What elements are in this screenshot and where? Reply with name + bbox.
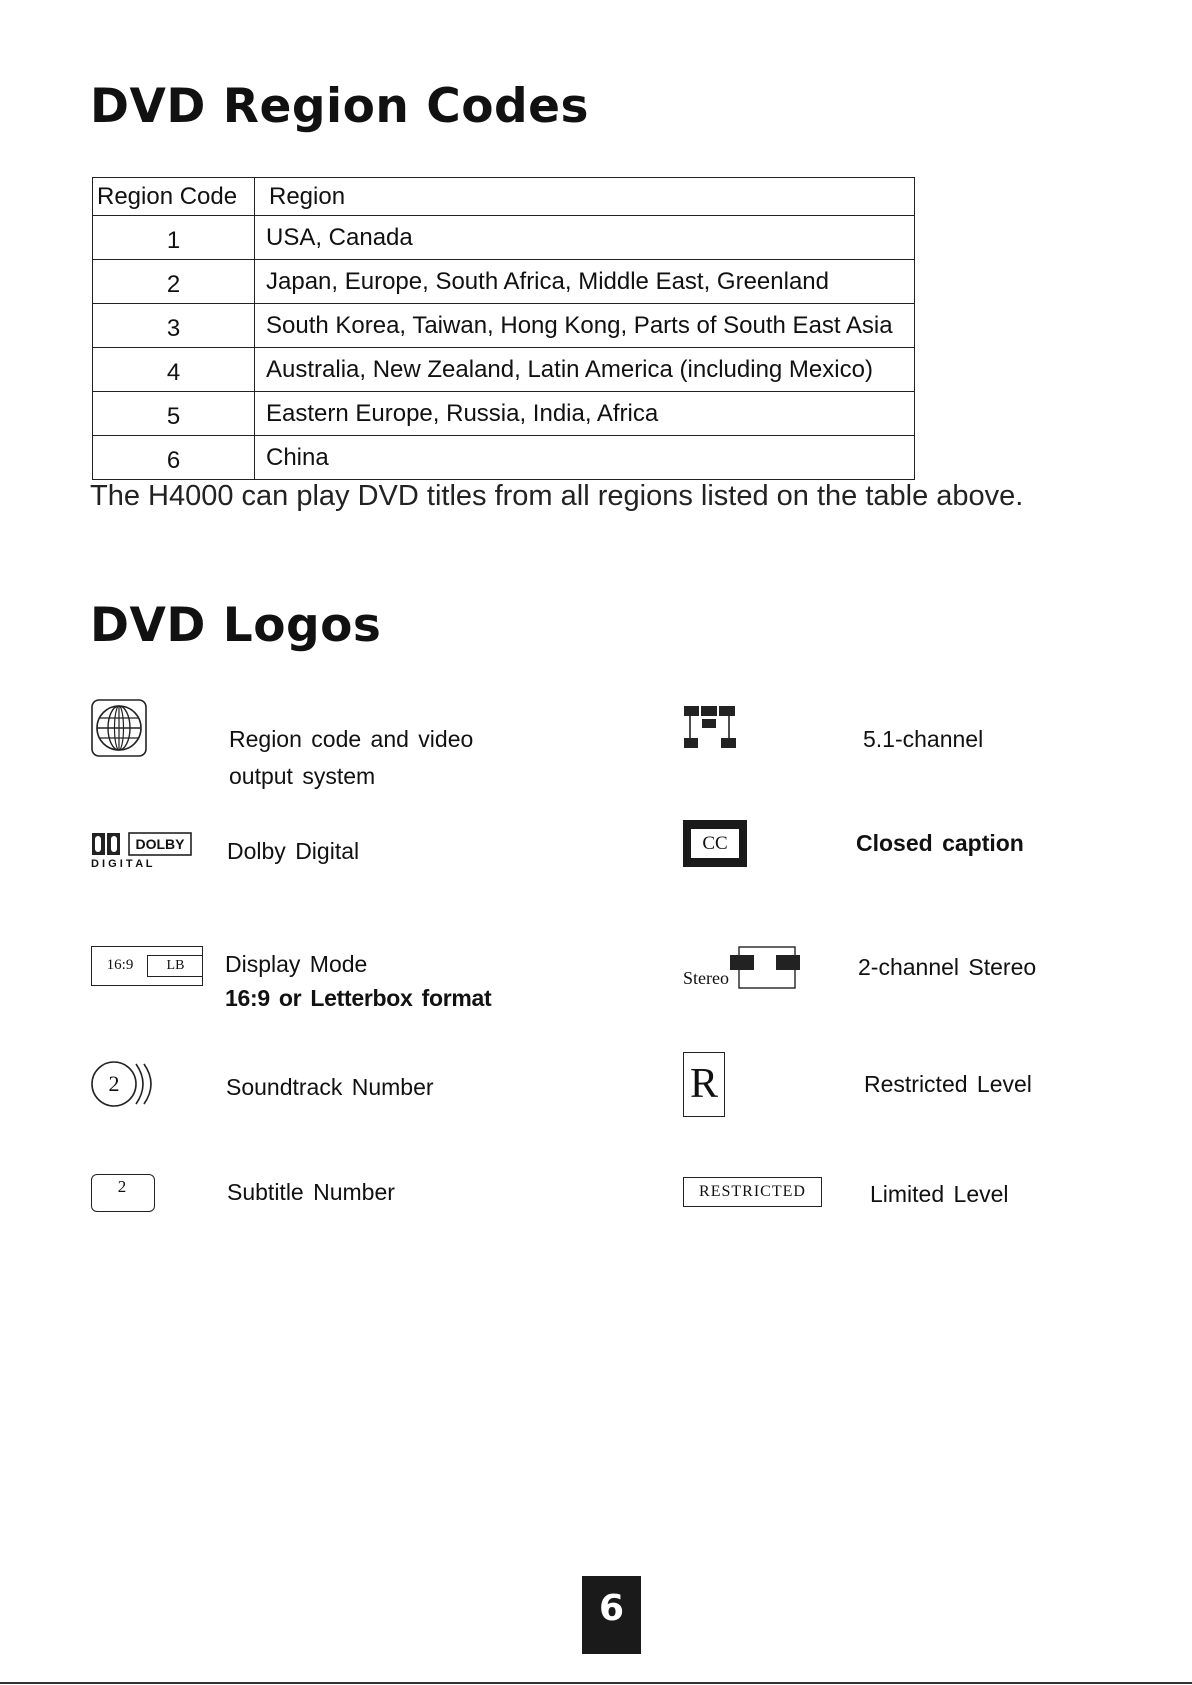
stereo-badge-text: Stereo [683,968,729,988]
region-code-label [229,721,473,795]
subtitle-icon [91,1174,155,1212]
region-cell: Australia, New Zealand, Latin America (including Mexico) [255,348,915,392]
digital-badge-text: D I G I T A L [91,858,153,870]
limited-level-label: Limited Level [870,1181,1009,1207]
bottom-rule [0,1682,1192,1684]
region-cell: Eastern Europe, Russia, India, Africa [255,392,915,436]
closed-caption-icon [683,820,747,867]
region-code-table [92,177,915,480]
table-header-row [93,178,915,216]
letterbox-badge [147,955,203,977]
page-number: 6 [582,1576,641,1654]
table-row [93,216,915,260]
display-mode-label [225,947,491,1015]
aspect-16-9-text: 16:9 [106,957,134,973]
table-row [93,304,915,348]
section-title-logos: DVD Logos [90,598,382,653]
five-one-channel-icon [683,705,737,749]
region-code-cell: 3 [93,304,255,348]
region-cell: USA, Canada [255,216,915,260]
dolby-badge-text: DOLBY [135,836,185,852]
table-row [93,436,915,480]
region-code-cell: 6 [93,436,255,480]
cc-badge [691,829,739,858]
two-channel-stereo-label: 2-channel Stereo [858,954,1037,980]
page-title: DVD Region Codes [90,79,589,134]
compatibility-note: The H4000 can play DVD titles from all regions listed on the table above. [90,480,1024,512]
region-code-cell: 1 [93,216,255,260]
soundtrack-number-label: Soundtrack Number [226,1074,434,1100]
region-code-label-line-2: output system [229,763,376,789]
stereo-icon [683,945,803,991]
column-header-region: Region [255,178,915,216]
display-mode-label-line-1: Display Mode [225,951,368,977]
table-row [93,260,915,304]
subtitle-number-label: Subtitle Number [227,1179,395,1205]
table-row [93,392,915,436]
region-code-cell: 2 [93,260,255,304]
globe-icon [91,699,147,757]
closed-caption-label: Closed caption [856,830,1024,856]
aspect-ratio-icon [91,946,203,986]
restricted-level-label: Restricted Level [864,1071,1032,1097]
restricted-icon [683,1052,725,1117]
subtitle-number-text: 2 [117,1177,127,1196]
table-row [93,348,915,392]
column-header-region-code: Region Code [93,178,255,216]
region-code-cell: 4 [93,348,255,392]
cc-badge-text: CC [702,833,728,854]
region-cell: China [255,436,915,480]
region-code-label-line-1: Region code and video [229,726,474,752]
five-one-channel-label: 5.1-channel [863,726,984,752]
soundtrack-icon [90,1060,162,1108]
limited-icon [683,1177,822,1207]
display-mode-label-line-2: 16:9 or Letterbox format [225,985,492,1011]
region-cell: South Korea, Taiwan, Hong Kong, Parts of South East Asia [255,304,915,348]
limited-badge-text: RESTRICTED [699,1183,806,1200]
region-code-cell: 5 [93,392,255,436]
restricted-badge-text: R [689,1061,718,1107]
region-cell: Japan, Europe, South Africa, Middle East, Greenland [255,260,915,304]
dolby-digital-label: Dolby Digital [227,838,360,864]
dolby-digital-logo [91,831,193,873]
letterbox-text: LB [166,958,185,973]
soundtrack-number-text: 2 [108,1071,120,1096]
